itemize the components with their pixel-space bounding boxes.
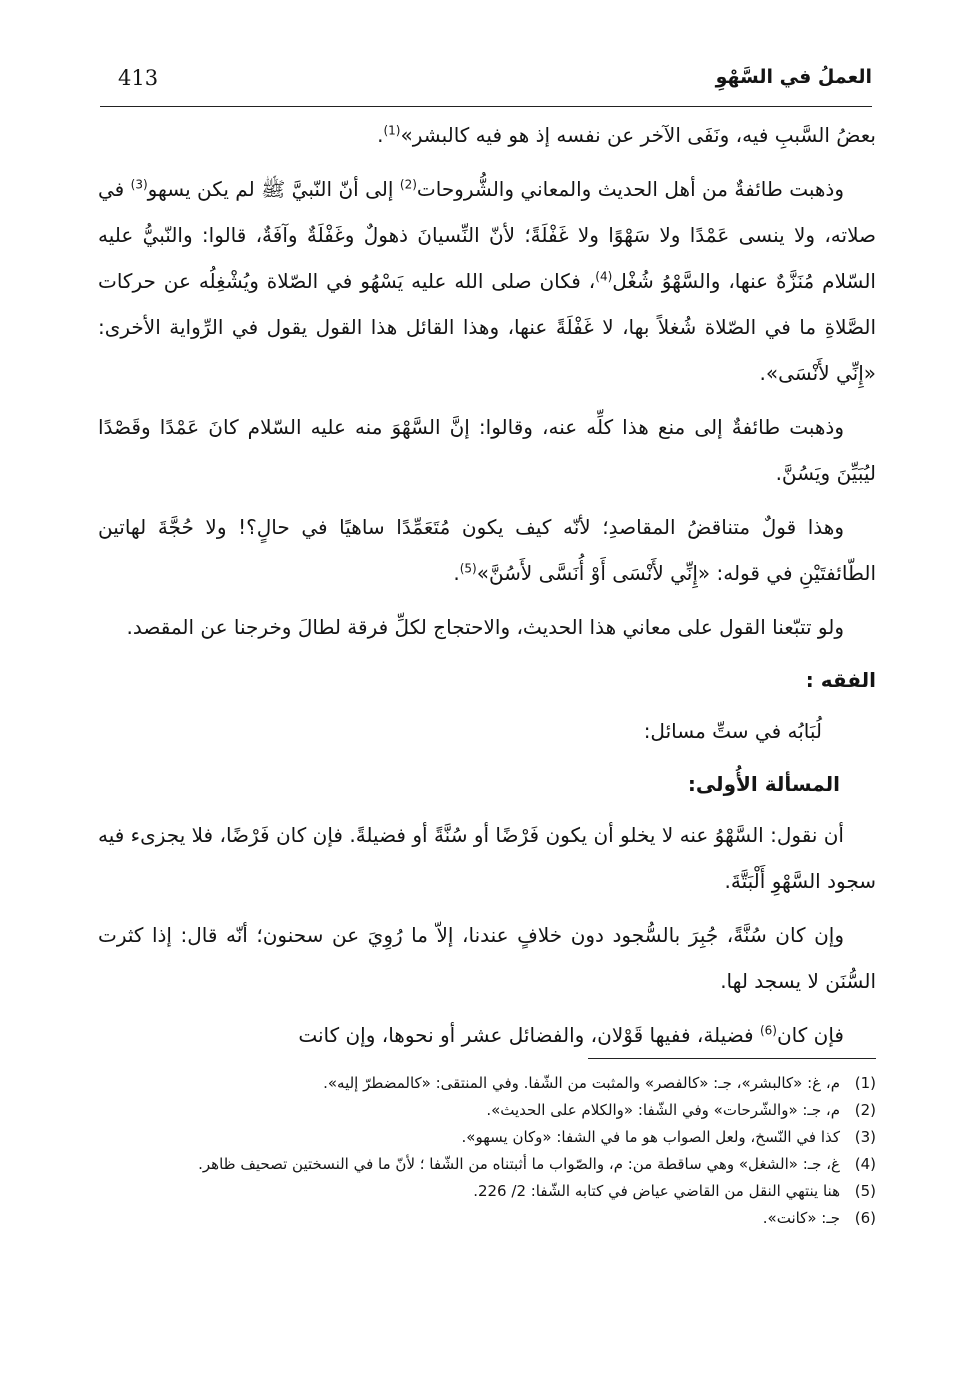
footnote-number: (1): [854, 1074, 876, 1092]
paragraph-4-text: وهذا قولٌ متناقضُ المقاصدِ؛ لأنّه كيف يكون مُتَعَمِّدًا ساهيًا في حالٍ؟! ولا حُجَّةَ لهاتين الطّائفتَيْنِ في قوله: «إِنِّي لأَنْسَى أَوْ أُنَسَّى لأَسُنَّ»: [98, 515, 876, 585]
heading-fiqh: الفقه :: [805, 668, 876, 692]
paragraph-1: [98, 112, 876, 158]
footnotes: [96, 1070, 876, 1232]
footnote-separator: [588, 1058, 876, 1059]
footnote-ref-1: (1): [383, 123, 401, 138]
paragraph-2: [98, 166, 876, 396]
footnote-ref-3: (3): [130, 177, 148, 192]
footnote-text: م، غ: «كالبشر»، جـ: «كالفصر» والمثبت من الشّفا. وفي المنتقى: «كالمضطرّ إليه».: [323, 1074, 840, 1092]
paragraph-1-end: .: [377, 123, 384, 147]
paragraph-9-text-a: فإن كان: [776, 1023, 844, 1047]
footnote-text: كذا في النّسخ، ولعل الصواب هو ما في الشفا: «وكان يسهو».: [461, 1128, 840, 1146]
footnote-text: هنا ينتهي النقل من القاضي عياض في كتابه الشّفا: 2/ 226.: [473, 1182, 840, 1200]
page-header: [100, 60, 872, 107]
footnote-item: [96, 1097, 876, 1124]
footnote-number: (2): [854, 1101, 876, 1119]
main-text: [98, 112, 876, 1066]
running-title: العملُ في السَّهْوِ: [715, 66, 872, 88]
footnote-text: غ، جـ: «الشغل» وهي ساقطة من: م، والصّواب ما أثبتناه من الشّفا ؛ لأنّ ما في النسختين تصحيف ظاهر.: [198, 1155, 840, 1173]
paragraph-3: وذهبت طائفةٌ إلى منع هذا كلِّه عنه، وقالوا: إنَّ السَّهْوَ منه عليه السّلام كانَ عَمْدًا وقَصْدًا ليُبَيِّنَ ويَسُنَّ.: [98, 415, 876, 485]
footnote-ref-5: (5): [459, 561, 477, 576]
paragraph-2-text-d: ، فكان صلى الله عليه يَسْهُو في الصّلاة ويُشْغِلُه عن حركات الصَّلاةِ ما في الصّلاة شُغلاً بها، لا غَفْلَةً عنها، وهذا القائل هذا القول يقول في الرِّواية الأخرى: «إِنِّي لأَنْسَى».: [98, 269, 876, 385]
footnote-item: [96, 1070, 876, 1097]
paragraph-4-end: .: [453, 561, 460, 585]
footnote-number: (6): [854, 1209, 876, 1227]
footnote-text: م، جـ: «والشّرحات» وفي الشّفا: «والكلام على الحديث».: [486, 1101, 840, 1119]
paragraph-7: أن نقول: السَّهْوُ عنه لا يخلو أن يكون فَرْضًا أو سُنَّةً أو فضيلةً. فإن كان فَرْضًا، فلا يجزىء فيه سجود السَّهْوِ أَلْبَتَّةَ.: [98, 823, 876, 893]
footnote-text: جـ: «كانت».: [762, 1209, 840, 1227]
footnote-item: [96, 1205, 876, 1232]
footnote-item: [96, 1178, 876, 1205]
footnote-ref-2: (2): [399, 177, 417, 192]
footnote-item: [96, 1124, 876, 1151]
paragraph-2-text-c: في صلاته، ولا ينسى عَمْدًا ولا سَهْوًا ولا غَفْلَةً؛ لأنّ النِّسيانَ ذهولٌ وغَفْلَةٌ وآفَةٌ، قالوا: والنّبيُّ عليه السّلام مُنَزَّهٌ عنها، والسَّهْوُ شُغْل: [98, 177, 876, 293]
paragraph-6: لُبَابُه في ستِّ مسائل:: [643, 719, 822, 743]
paragraph-9: [98, 1012, 876, 1058]
paragraph-1-text: بعضُ السَّببِ فيه، ونَفَى الآخر عن نفسه إذ هو فيه كالبشر»: [400, 123, 876, 147]
paragraph-9-text-b: فضيلة، ففيها قَوْلان، والفضائل عشر أو نحوها، وإن كانت: [298, 1023, 760, 1047]
paragraph-8: وإن كان سُنَّةً، جُبِرَ بالسُّجود دون خلافٍ عندنا، إلاّ ما رُوِيَ عن سحنون؛ أنّه قال: إذا كثرت السُّنَن لا يسجد لها.: [98, 923, 876, 993]
footnote-number: (3): [854, 1128, 876, 1146]
paragraph-5: ولو تتبّعنا القول على معاني هذا الحديث، والاحتجاج لكلِّ فرقة لطالَ وخرجنا عن المقصد.: [126, 615, 844, 639]
footnote-number: (4): [854, 1155, 876, 1173]
page-number: 413: [118, 66, 159, 90]
paragraph-2-text-b: إلى أنّ النّبيَّ ﷺ لم يكن يسهو: [147, 177, 400, 201]
paragraph-2-text-a: وذهبت طائفةٌ من أهل الحديث والمعاني والشُّروحات: [416, 177, 844, 201]
heading-first-issue: المسألة الأُولى:: [687, 772, 840, 796]
paragraph-4: [98, 504, 876, 596]
footnote-ref-6: (6): [759, 1023, 777, 1038]
footnote-number: (5): [854, 1182, 876, 1200]
footnote-ref-4: (4): [595, 269, 613, 284]
footnote-item: [96, 1151, 876, 1178]
